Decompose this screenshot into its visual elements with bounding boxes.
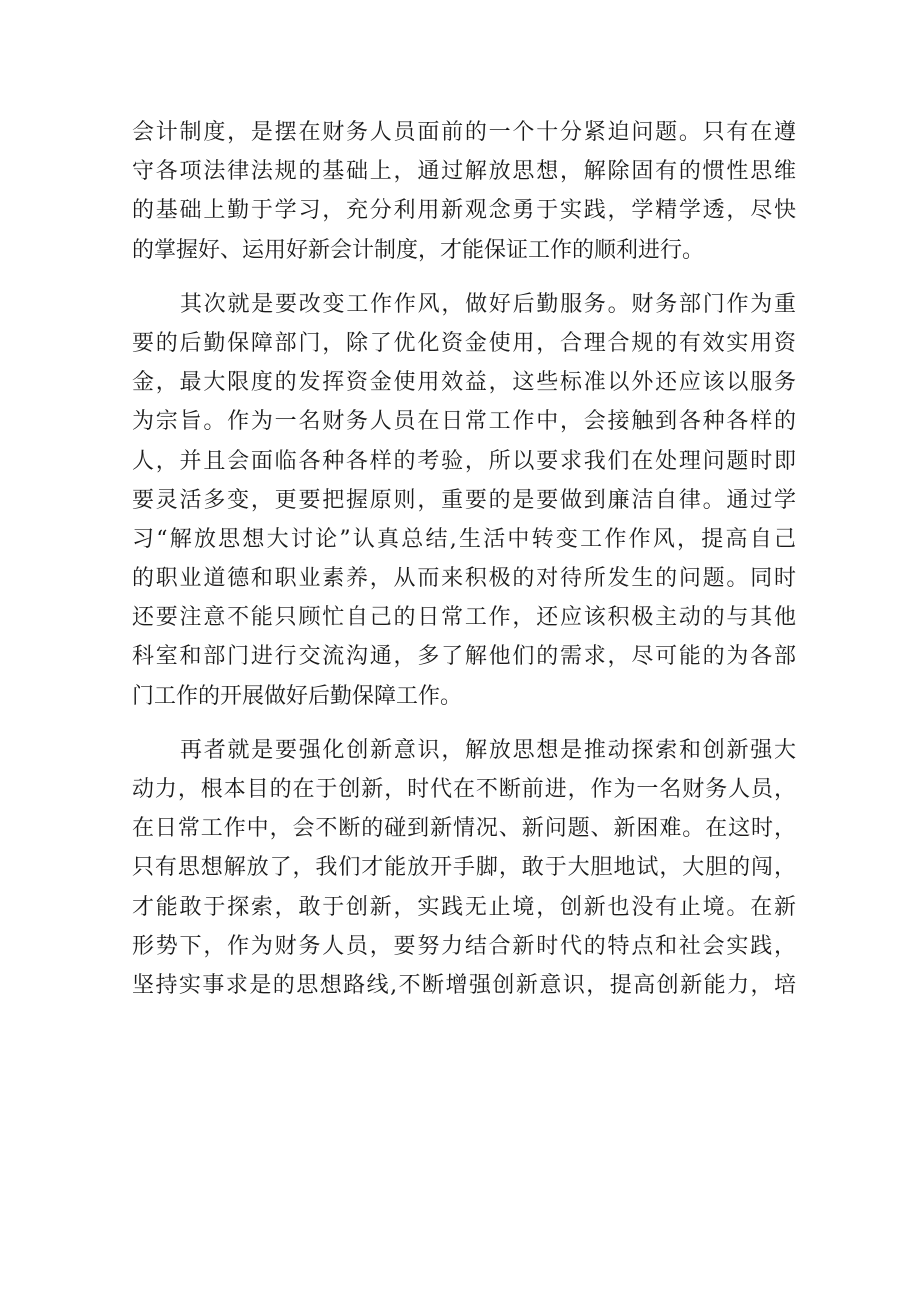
text-line: 习“解放思想大讨论”认真总结,生活中转变工作作风，提高自己 [132, 526, 796, 552]
paragraph-spacer [132, 716, 796, 731]
paragraph-3 [132, 731, 796, 1005]
text-line: 的职业道德和职业素养，从而来积极的对待所发生的问题。同时 [132, 566, 796, 592]
text-line: 门工作的开展做好后勤保障工作。 [132, 683, 463, 709]
document-body [132, 113, 796, 1005]
paragraph-1 [132, 113, 796, 270]
text-line: 再者就是要强化创新意识，解放思想是推动探索和创新强大 [180, 737, 796, 763]
paragraph-2 [132, 285, 796, 716]
text-line: 金，最大限度的发挥资金使用效益，这些标准以外还应该以服务 [132, 370, 796, 396]
text-line: 其次就是要改变工作作风，做好后勤服务。财务部门作为重 [180, 291, 796, 317]
text-line: 还要注意不能只顾忙自己的日常工作，还应该积极主动的与其他 [132, 605, 796, 631]
text-line: 形势下，作为财务人员，要努力结合新时代的特点和社会实践， [132, 933, 796, 959]
text-line: 科室和部门进行交流沟通，多了解他们的需求，尽可能的为各部 [132, 644, 796, 670]
text-line: 为宗旨。作为一名财务人员在日常工作中，会接触到各种各样的 [132, 409, 796, 435]
text-line: 人，并且会面临各种各样的考验，所以要求我们在处理问题时即 [132, 448, 796, 474]
text-line: 的掌握好、运用好新会计制度，才能保证工作的顺利进行。 [132, 237, 705, 263]
text-line: 要的后勤保障部门，除了优化资金使用，合理合规的有效实用资 [132, 330, 796, 356]
text-line: 守各项法律法规的基础上，通过解放思想，解除固有的惯性思维 [132, 159, 796, 185]
text-line: 才能敢于探索，敢于创新，实践无止境，创新也没有止境。在新 [132, 894, 796, 920]
text-line: 的基础上勤于学习，充分利用新观念勇于实践，学精学透，尽快 [132, 198, 796, 224]
text-line: 只有思想解放了，我们才能放开手脚，敢于大胆地试，大胆的闯， [132, 855, 796, 881]
text-line: 在日常工作中，会不断的碰到新情况、新问题、新困难。在这时， [132, 816, 796, 842]
text-line: 要灵活多变，更要把握原则，重要的是要做到廉洁自律。通过学 [132, 487, 796, 513]
text-line: 坚持实事求是的思想路线,不断增强创新意识，提高创新能力，培 [132, 972, 796, 998]
paragraph-spacer [132, 270, 796, 285]
text-line: 动力，根本目的在于创新，时代在不断前进，作为一名财务人员， [132, 777, 796, 802]
text-line: 会计制度，是摆在财务人员面前的一个十分紧迫问题。只有在遵 [132, 120, 796, 145]
